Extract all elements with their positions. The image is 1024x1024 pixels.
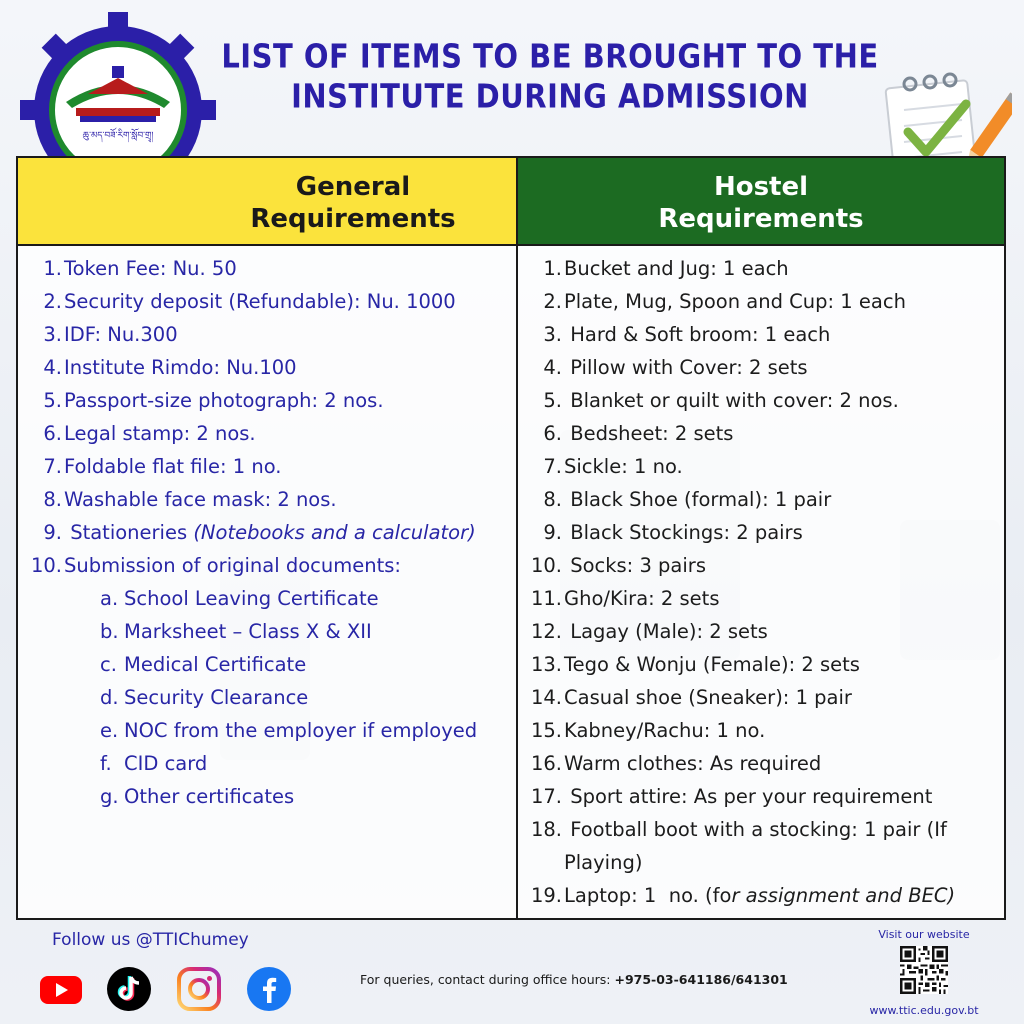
header-divider — [18, 244, 1004, 246]
list-item: 3. Hard & Soft broom: 1 each — [543, 323, 831, 346]
general-header-line: General — [295, 172, 411, 202]
hostel-header-line: Requirements — [658, 204, 864, 234]
list-item: 17. Sport attire: As per your requirement — [530, 785, 933, 808]
list-item: 9. Stationeries (Notebooks and a calculator) — [43, 521, 476, 544]
contact-phone: +975-03-641186/641301 — [614, 972, 788, 987]
sub-list-item: b. Marksheet – Class X & XII — [100, 620, 372, 643]
sub-list-item: e. NOC from the employer if employed — [100, 719, 478, 742]
list-item: 6. Legal stamp: 2 nos. — [43, 422, 256, 445]
page-title-line: LIST OF ITEMS TO BE BROUGHT TO THE — [221, 37, 879, 76]
sub-list-item: d. Security Clearance — [100, 686, 309, 709]
list-item: 10. Socks: 3 pairs — [530, 554, 706, 577]
general-requirements-header — [18, 158, 516, 244]
hostel-header-line: Hostel — [713, 172, 809, 202]
qr-code[interactable] — [900, 946, 948, 994]
list-item: 8. Black Shoe (formal): 1 pair — [543, 488, 832, 511]
list-item: 2. Security deposit (Refundable): Nu. 1000 — [43, 290, 456, 313]
sub-list-item: f. CID card — [100, 752, 208, 775]
sub-list-item: c. Medical Certificate — [100, 653, 307, 676]
sub-list-item: g. Other certificates — [100, 785, 295, 808]
contact-info — [360, 972, 788, 987]
list-item: 11. Gho/Kira: 2 sets — [530, 587, 720, 610]
column-divider — [516, 158, 518, 918]
list-item: 2. Plate, Mug, Spoon and Cup: 1 each — [543, 290, 906, 313]
list-item: 12. Lagay (Male): 2 sets — [530, 620, 768, 643]
list-item: 1. Token Fee: Nu. 50 — [43, 257, 237, 280]
documents-sublist — [64, 582, 512, 813]
list-item: 4. Pillow with Cover: 2 sets — [543, 356, 808, 379]
list-item: 9. Black Stockings: 2 pairs — [543, 521, 803, 544]
list-item: 14. Casual shoe (Sneaker): 1 pair — [530, 686, 852, 709]
tiktok-icon[interactable] — [106, 966, 152, 1012]
youtube-icon[interactable] — [38, 966, 84, 1012]
contact-label: For queries, contact during office hours: — [360, 972, 615, 987]
list-item: 15. Kabney/Rachu: 1 no. — [530, 719, 766, 742]
list-item: 8. Washable face mask: 2 nos. — [43, 488, 337, 511]
list-item: 3. IDF: Nu.300 — [43, 323, 178, 346]
follow-us-text: Follow us @TTIChumey — [52, 930, 249, 950]
list-item: 4. Institute Rimdo: Nu.100 — [43, 356, 297, 379]
list-item: 5. Blanket or quilt with cover: 2 nos. — [543, 389, 899, 412]
list-item: 16. Warm clothes: As required — [530, 752, 822, 775]
page-title-line: INSTITUTE DURING ADMISSION — [291, 77, 809, 116]
list-item: 18. Football boot with a stocking: 1 pair (If Playing) — [530, 818, 954, 874]
list-item: 10. Submission of original documents: a. School Leaving Certificate b. Marksheet – Class X & XII c. Medical Certificate d. Security Clearance e. NOC from the employer if employed f. CID card g. Other certificates — [24, 549, 512, 813]
list-item: 7. Foldable flat file: 1 no. — [43, 455, 282, 478]
general-header-line: Requirements — [250, 204, 456, 234]
requirements-table — [16, 156, 1006, 920]
visit-website-label: Visit our website — [878, 928, 970, 941]
hostel-requirements-list — [524, 252, 1002, 912]
page-title — [220, 36, 880, 117]
list-item: 13. Tego & Wonju (Female): 2 sets — [530, 653, 860, 676]
general-requirements-list — [24, 252, 512, 813]
website-link[interactable]: www.ttic.edu.gov.bt — [869, 1004, 979, 1017]
logo-script: ཆུ་མད་བཟོ་རིག་སློབ་གྲྭ། — [82, 131, 154, 141]
instagram-icon[interactable] — [176, 966, 222, 1012]
hostel-requirements-header — [518, 158, 1004, 244]
sub-list-item: a. School Leaving Certificate — [100, 587, 379, 610]
list-item: 5. Passport-size photograph: 2 nos. — [43, 389, 384, 412]
list-item: 1. Bucket and Jug: 1 each — [543, 257, 789, 280]
list-item: 7. Sickle: 1 no. — [543, 455, 683, 478]
list-item: 6. Bedsheet: 2 sets — [543, 422, 734, 445]
list-item: 19. Laptop: 1 no. (for assignment and BEC) — [530, 884, 956, 907]
facebook-icon[interactable] — [246, 966, 292, 1012]
